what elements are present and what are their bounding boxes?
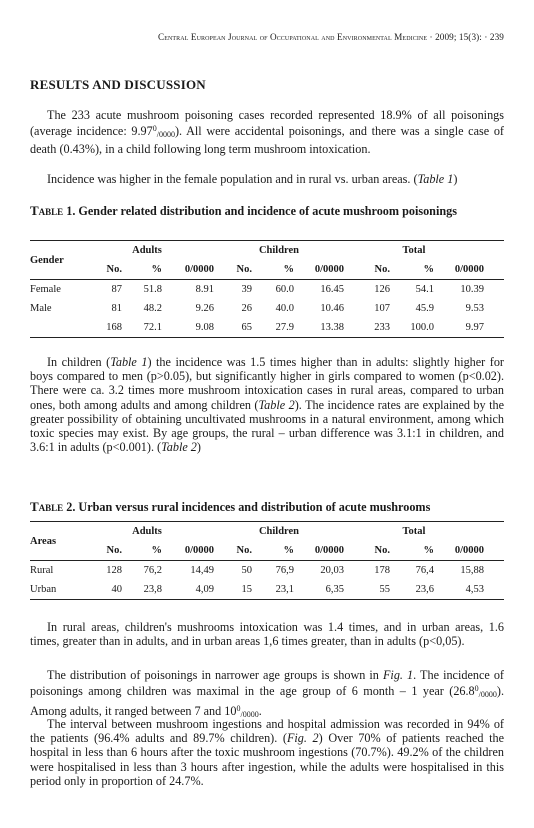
column-header: 0/0000 [454, 545, 484, 556]
column-header-areas: Areas [30, 522, 80, 561]
table-cell: 45.9 [415, 303, 434, 314]
table-cell: 10.39 [460, 284, 484, 295]
table-1-caption [30, 204, 504, 219]
table-cell: 9.26 [195, 303, 214, 314]
table-row [30, 580, 504, 600]
table-reference: Table 2 [258, 397, 295, 412]
column-header: % [423, 264, 434, 275]
table-subheader-row [30, 260, 504, 280]
table-cell: 126 [374, 284, 390, 295]
paragraph-6 [30, 717, 504, 788]
column-header: No. [236, 264, 252, 275]
table-cell: 26 [241, 303, 252, 314]
table-2 [30, 521, 504, 600]
table-cell: 23,6 [415, 584, 434, 595]
column-header: No. [374, 545, 390, 556]
paragraph-text: In children ( [47, 355, 111, 369]
table-header-row [30, 522, 504, 542]
table-cell: 76,4 [415, 565, 434, 576]
column-header: % [151, 264, 162, 275]
paragraph-text: . The incidence of poisonings among children was maximal in the age group of 6 month – 1 year (26.8 [30, 668, 504, 699]
column-header: No. [374, 264, 390, 275]
row-label [30, 318, 80, 338]
row-label: Male [30, 303, 52, 314]
table-cell: 48.2 [143, 303, 162, 314]
paragraph-2 [30, 172, 504, 186]
superscript: 0 [236, 704, 241, 714]
table-cell: 23,1 [275, 584, 294, 595]
group-header-total: Total [402, 245, 426, 256]
table-cell: 55 [379, 584, 390, 595]
column-header: No. [236, 545, 252, 556]
table-reference: Table 2 [161, 440, 197, 455]
table-cell: 178 [374, 565, 390, 576]
table-cell: 8.91 [195, 284, 214, 295]
table-cell: 9.97 [465, 322, 484, 333]
table-cell: 54.1 [415, 284, 434, 295]
row-label: Female [30, 284, 61, 295]
table-cell: 9.08 [195, 322, 214, 333]
paragraph-text: Incidence was higher in the female population and in rural vs. urban areas. ( [47, 172, 418, 186]
table-cell: 23,8 [143, 584, 162, 595]
table-cell: 6,35 [325, 584, 344, 595]
paragraph-text: ) the incidence was 1.5 times higher than in adults: slightly higher for boys compared to men (p>0.05), but significantly higher in girls compared to women (p<0.02). There were ca. 3.2 times more mushroom intoxication cases in rural areas, compared to urban ones, both among adults and among children ( [30, 355, 504, 412]
table-cell: 9.53 [465, 303, 484, 314]
table-caption-text: Urban versus rural incidences and distribution of acute mushrooms [78, 500, 431, 514]
table-cell: 65 [241, 322, 252, 333]
column-header: 0/0000 [454, 264, 484, 275]
table-cell: 72.1 [143, 322, 162, 333]
table-cell: 60.0 [275, 284, 294, 295]
table-cell: 15 [241, 584, 252, 595]
table-cell: 40.0 [275, 303, 294, 314]
table-reference: Table 1 [417, 172, 454, 186]
table-2-caption [30, 500, 504, 515]
subscript: /0000 [240, 710, 259, 720]
group-header-total: Total [402, 526, 426, 537]
table-cell: 15,88 [460, 565, 484, 576]
table-cell: 51.8 [143, 284, 162, 295]
paragraph-1 [30, 108, 504, 157]
table-cell: 81 [111, 303, 122, 314]
group-header-adults: Adults [132, 245, 162, 256]
table-cell: 4,09 [195, 584, 214, 595]
table-number: 2. [66, 500, 76, 514]
table-cell: 100.0 [410, 322, 434, 333]
table-cell: 233 [374, 322, 390, 333]
column-header: % [423, 545, 434, 556]
table-cell: 13.38 [320, 322, 344, 333]
table-row [30, 280, 504, 300]
table-reference: Table 1 [110, 355, 148, 369]
table-label: Table [30, 499, 64, 514]
row-label: Urban [30, 584, 57, 595]
section-title: RESULTS AND DISCUSSION [30, 77, 206, 92]
table-cell: 27.9 [275, 322, 294, 333]
table-cell: 4,53 [465, 584, 484, 595]
table-cell: 20,03 [320, 565, 344, 576]
table-row [30, 561, 504, 581]
table-cell: 76,9 [275, 565, 294, 576]
table-cell: 10.46 [320, 303, 344, 314]
table-row-total [30, 318, 504, 338]
column-header: 0/0000 [314, 264, 344, 275]
group-header-adults: Adults [132, 526, 162, 537]
table-cell: 87 [111, 284, 122, 295]
paragraph-text: ) [196, 440, 201, 455]
table-cell: 39 [241, 284, 252, 295]
superscript: 0 [474, 684, 479, 694]
table-cell: 50 [241, 565, 252, 576]
column-header: 0/0000 [314, 545, 344, 556]
paragraph-3 [30, 355, 504, 454]
column-header: % [283, 264, 294, 275]
column-header: 0/0000 [184, 264, 214, 275]
paragraph-text: The 233 acute mushroom poisoning cases recorded represented 18.9% of all poisonings (average incidence: 9.97 [30, 108, 504, 139]
paragraph-4 [30, 620, 504, 648]
table-number: 1. [66, 204, 76, 218]
column-header: No. [106, 264, 122, 275]
table-cell: 76,2 [143, 565, 162, 576]
table-cell: 40 [111, 584, 122, 595]
column-header-gender: Gender [30, 241, 80, 280]
paragraph-text: ) [453, 172, 458, 186]
table-label: Table [30, 203, 64, 218]
table-subheader-row [30, 541, 504, 561]
paragraph-text: . [258, 704, 262, 719]
table-1 [30, 240, 504, 338]
table-cell: 128 [106, 565, 122, 576]
table-header-row [30, 241, 504, 261]
subscript: /0000 [478, 690, 497, 700]
column-header: % [151, 545, 162, 556]
column-header: % [283, 545, 294, 556]
paragraph-text: The distribution of poisonings in narrower age groups is shown in [47, 668, 383, 682]
figure-reference: Fig. 1 [382, 668, 414, 682]
column-header: No. [106, 545, 122, 556]
table-caption-text: Gender related distribution and incidence of acute mushroom poisonings [78, 204, 457, 218]
superscript: 0 [152, 124, 157, 134]
paragraph-text: ). All were accidental poisonings, and there was a single case of death (0.43%), in a child following long term mushroom intoxication. [30, 124, 504, 157]
subscript: /0000 [156, 130, 175, 140]
figure-reference: Fig. 2 [286, 731, 319, 746]
table-cell: 16.45 [320, 284, 344, 295]
table-cell: 168 [106, 322, 122, 333]
group-header-children: Children [258, 245, 300, 256]
paragraph-5 [30, 668, 504, 723]
paragraph-text: ). Among adults, it ranged between 7 and 10 [30, 684, 504, 719]
paragraph-text: ). The incidence rates are explained by the greater possibility of obtaining uncultivated mushrooms in a natural environment, among which toxic species may exist. By age groups, the rural – urban difference was 3.1:1 in children, and 3.6:1 in adults (p<0.001). ( [30, 397, 504, 455]
column-header: 0/0000 [184, 545, 214, 556]
paragraph-text: In rural areas, children's mushrooms intoxication was 1.4 times, and in urban areas, 1.6 times, greater than in adults, and in urban areas 1,6 times greater, than in adults (p<0,05). [30, 620, 504, 649]
paragraph-text: ) Over 70% of patients reached the hospital in less than 6 hours after the toxic mushroom ingestions (70.7%). 49.2% of the children were hospitalised in less than 3 hours after ingestion, while the adults were hospitalised in this period only in proportion of 24.7%. [30, 731, 504, 788]
table-cell: 14,49 [190, 565, 214, 576]
table-row [30, 299, 504, 318]
row-label: Rural [30, 565, 54, 576]
running-head: Central European Journal of Occupational and Environmental Medicine · 2009; 15(3): · 239 [157, 32, 504, 42]
paragraph-text: The interval between mushroom ingestions and hospital admission was recorded in 94% of the patients (96.4% adults and 89.7% children). ( [30, 717, 504, 746]
table-cell: 107 [374, 303, 390, 314]
group-header-children: Children [258, 526, 300, 537]
